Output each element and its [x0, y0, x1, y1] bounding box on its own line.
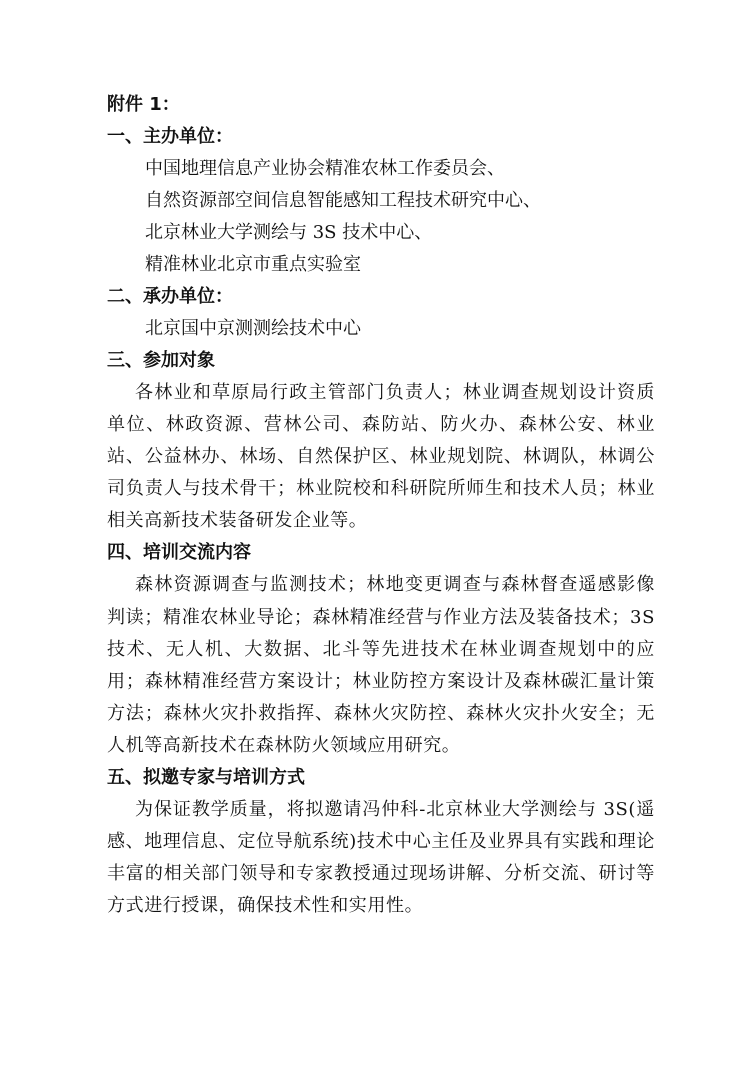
experts-paragraph: 为保证教学质量，将拟邀请冯仲科-北京林业大学测绘与 3S(遥感、地理信息、定位导航系统)技术中心主任及业界具有实践和理论丰富的相关部门领导和专家教授通过现场讲解、分析交流、研讨等方式进行授课，确保技术性和实用性。: [107, 799, 655, 917]
organizer-item: 精准林业北京市重点实验室: [145, 254, 361, 275]
attachment-label: 附件 1：: [107, 94, 180, 115]
participants-heading: 三、参加对象: [107, 350, 215, 371]
organizer-item: 北京林业大学测绘与 3S 技术中心、: [145, 222, 433, 243]
organizers-heading: 一、主办单位：: [107, 126, 233, 147]
content-paragraph: 森林资源调查与监测技术；林地变更调查与森林督查遥感影像判读；精准农林业导论；森林精准经营与作业方法及装备技术；3S 技术、无人机、大数据、北斗等先进技术在林业调查规划中的应用；森林精准经营方案设计；林业防控方案设计及森林碳汇量计策方法；森林火灾扑救指挥、森林火灾防控、森林火灾扑火安全；无人机等高新技术在森林防火领域应用研究。: [107, 574, 655, 756]
organizer-item: 中国地理信息产业协会精准农林工作委员会、: [145, 158, 505, 179]
undertaker-item: 北京国中京测测绘技术中心: [145, 318, 361, 339]
experts-heading: 五、拟邀专家与培训方式: [107, 767, 305, 789]
content-heading: 四、培训交流内容: [107, 542, 251, 564]
organizer-item: 自然资源部空间信息智能感知工程技术研究中心、: [145, 190, 541, 211]
document-page: [107, 89, 655, 922]
participants-paragraph: 各林业和草原局行政主管部门负责人；林业调查规划设计资质单位、林政资源、营林公司、森防站、防火办、森林公安、林业站、公益林办、林场、自然保护区、林业规划院、林调队，林调公司负责人与技术骨干；林业院校和科研院所师生和技术人员；林业相关高新技术装备研发企业等。: [107, 382, 655, 532]
undertaker-heading: 二、承办单位：: [107, 286, 233, 307]
